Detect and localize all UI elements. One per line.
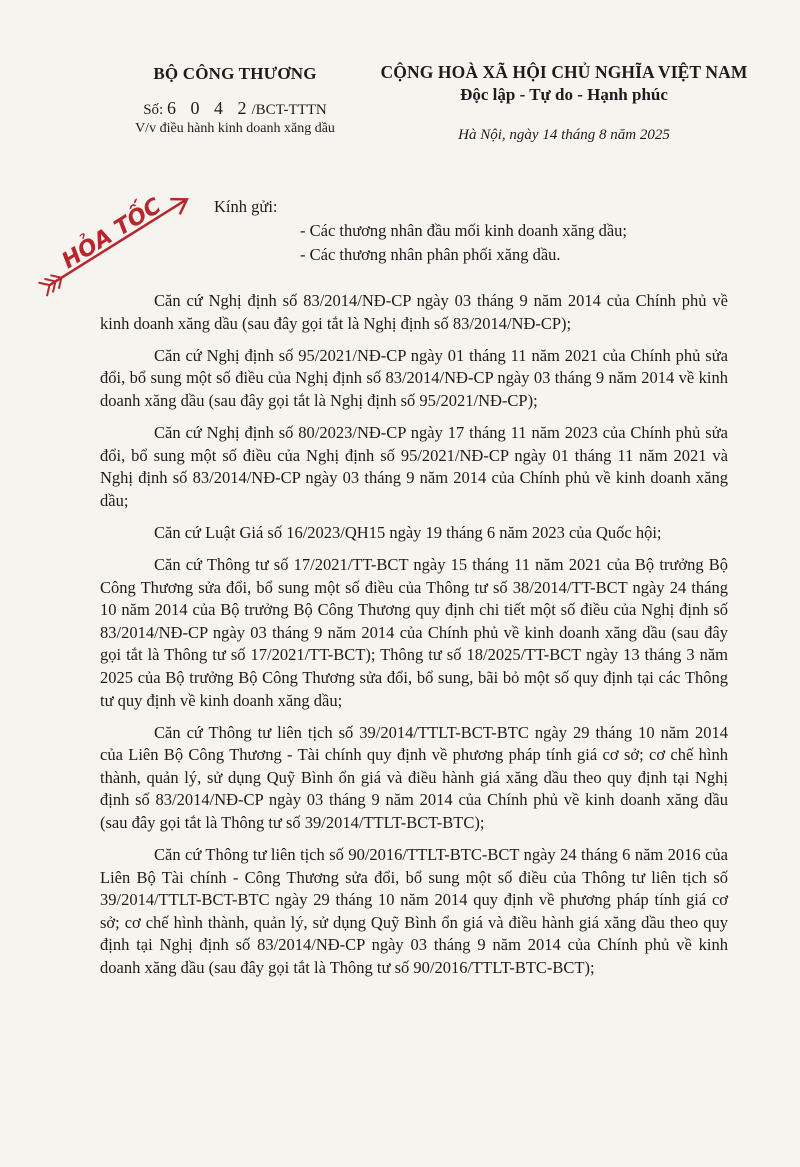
legal-basis-paragraph: Căn cứ Thông tư số 17/2021/TT-BCT ngày 15 tháng 11 năm 2021 của Bộ trưởng Bộ Công Thương sửa đổi, bổ sung một số điều của Thông tư số 38/2014/TT-BCT ngày 24 tháng 10 năm 2014 của Bộ trưởng Bộ Công Thương quy định chi tiết một số điều của Nghị định số 83/2014/NĐ-CP ngày 03 tháng 9 năm 2014 của Chính phủ về kinh doanh xăng dầu (sau đây gọi tắt là Thông tư số 17/2021/TT-BCT); Thông tư số 18/2025/TT-BCT ngày 13 tháng 3 năm 2025 của Bộ trưởng Bộ Công Thương sửa đổi, bổ sung, bãi bỏ một số quy định tại các Thông tư quy định về kinh doanh xăng dầu; xyxy=(100,554,728,710)
document-number-suffix: /BCT-TTTN xyxy=(251,102,327,118)
recipient-list xyxy=(300,219,627,267)
agency-name: BỘ CÔNG THƯƠNG xyxy=(153,64,317,83)
urgent-stamp xyxy=(28,180,208,300)
document-number-value: 6 0 4 2 xyxy=(166,98,252,118)
legal-basis-paragraph: Căn cứ Luật Giá số 16/2023/QH15 ngày 19 tháng 6 năm 2023 của Quốc hội; xyxy=(154,522,662,542)
legal-basis-paragraph: Căn cứ Nghị định số 80/2023/NĐ-CP ngày 17 tháng 11 năm 2023 của Chính phủ sửa đổi, bổ sung một số điều của Nghị định số 95/2021/NĐ-CP ngày 01 tháng 11 năm 2021 và Nghị định số 83/2014/NĐ-CP ngày 03 tháng 9 năm 2014 của Chính phủ về kinh doanh xăng dầu; xyxy=(100,422,728,510)
agency-block xyxy=(100,64,370,137)
recipient-item: - Các thương nhân phân phối xăng dầu. xyxy=(300,245,561,264)
legal-basis-paragraph: Căn cứ Nghị định số 83/2014/NĐ-CP ngày 03 tháng 9 năm 2014 của Chính phủ về kinh doanh xăng dầu (sau đây gọi tắt là Nghị định số 83/2014/NĐ-CP); xyxy=(100,291,728,333)
legal-basis-paragraph: Căn cứ Thông tư liên tịch số 39/2014/TTLT-BCT-BTC ngày 29 tháng 10 năm 2014 của Liên Bộ Công Thương - Tài chính quy định về phương pháp tính giá cơ sở; cơ chế hình thành, quản lý, sử dụng Quỹ Bình ổn giá và điều hành giá xăng dầu theo quy định tại Nghị định số 83/2014/NĐ-CP ngày 03 tháng 9 năm 2014 của Chính phủ về kinh doanh xăng dầu (sau đây gọi tắt là Thông tư số 39/2014/TTLT-BCT-BTC); xyxy=(100,722,728,832)
document-subject: V/v điều hành kinh doanh xăng dầu xyxy=(135,121,335,136)
recipient-item: - Các thương nhân đầu mối kinh doanh xăng dầu; xyxy=(300,221,627,240)
national-title: CỘNG HOÀ XÃ HỘI CHỦ NGHĨA VIỆT NAM xyxy=(380,62,748,82)
greeting: Kính gửi: xyxy=(214,197,278,216)
stamp-text: HỎA TỐC xyxy=(57,193,166,275)
legal-basis-paragraph: Căn cứ Thông tư liên tịch số 90/2016/TTLT-BTC-BCT ngày 24 tháng 6 năm 2016 của Liên Bộ Tài chính - Công Thương sửa đổi, bổ sung một số điều của Thông tư liên tịch số 39/2014/TTLT-BCT-BTC ngày 29 tháng 10 năm 2014 quy định về phương pháp tính giá cơ sở; cơ chế hình thành, quản lý, sử dụng Quỹ Bình ổn giá và điều hành giá xăng dầu theo quy định tại Nghị định số 83/2014/NĐ-CP ngày 03 tháng 9 năm 2014 của Chính phủ về kinh doanh xăng dầu (sau đây gọi tắt là Thông tư số 90/2016/TTLT-BTC-BCT); xyxy=(100,845,728,978)
national-header xyxy=(364,62,764,144)
document-body xyxy=(100,290,728,989)
document-number xyxy=(100,98,370,119)
document-date: Hà Nội, ngày 14 tháng 8 năm 2025 xyxy=(458,127,670,143)
legal-basis-paragraph: Căn cứ Nghị định số 95/2021/NĐ-CP ngày 01 tháng 11 năm 2021 của Chính phủ sửa đổi, bổ sung một số điều của Nghị định số 83/2014/NĐ-CP ngày 03 tháng 9 năm 2014 về kinh doanh xăng dầu (sau đây gọi tắt là Nghị định số 95/2021/NĐ-CP); xyxy=(100,345,728,410)
document-number-label: Số: xyxy=(143,102,164,118)
national-motto: Độc lập - Tự do - Hạnh phúc xyxy=(460,85,668,104)
